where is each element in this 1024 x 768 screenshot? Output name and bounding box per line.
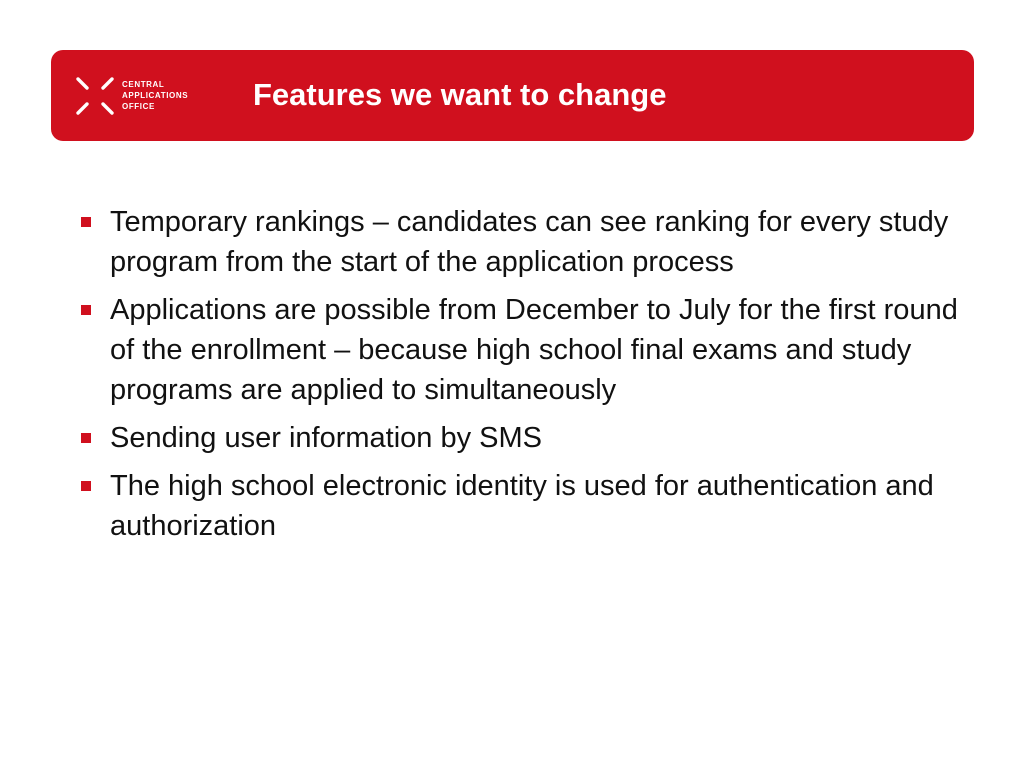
bullet-square-icon bbox=[81, 433, 91, 443]
bullet-list bbox=[78, 202, 988, 554]
bullet-text: Sending user information by SMS bbox=[110, 422, 542, 454]
slide-title: Features we want to change bbox=[253, 77, 667, 112]
logo-line-applications: APPLICATIONS bbox=[122, 91, 189, 100]
bullet-text: Applications are possible from December to July for the first round of the enrollment – because high school final exams and study programs are applied to simultaneously bbox=[110, 294, 958, 406]
bullet-item-electronic-identity bbox=[78, 466, 988, 546]
header-banner bbox=[51, 50, 974, 141]
organization-logo bbox=[73, 74, 213, 118]
bullet-item-sms-notifications bbox=[78, 418, 988, 458]
bullet-square-icon bbox=[81, 217, 91, 227]
logo-line-office: OFFICE bbox=[122, 102, 155, 111]
bullet-item-temporary-rankings bbox=[78, 202, 988, 282]
bullet-text: The high school electronic identity is used for authentication and authorization bbox=[110, 470, 934, 542]
bullet-square-icon bbox=[81, 481, 91, 491]
cao-cross-logo-icon bbox=[73, 74, 117, 118]
bullet-item-application-period bbox=[78, 290, 988, 410]
logo-text bbox=[122, 79, 188, 112]
logo-line-central: CENTRAL bbox=[122, 80, 165, 89]
bullet-square-icon bbox=[81, 305, 91, 315]
bullet-text: Temporary rankings – candidates can see ranking for every study program from the start of the application process bbox=[110, 206, 949, 278]
